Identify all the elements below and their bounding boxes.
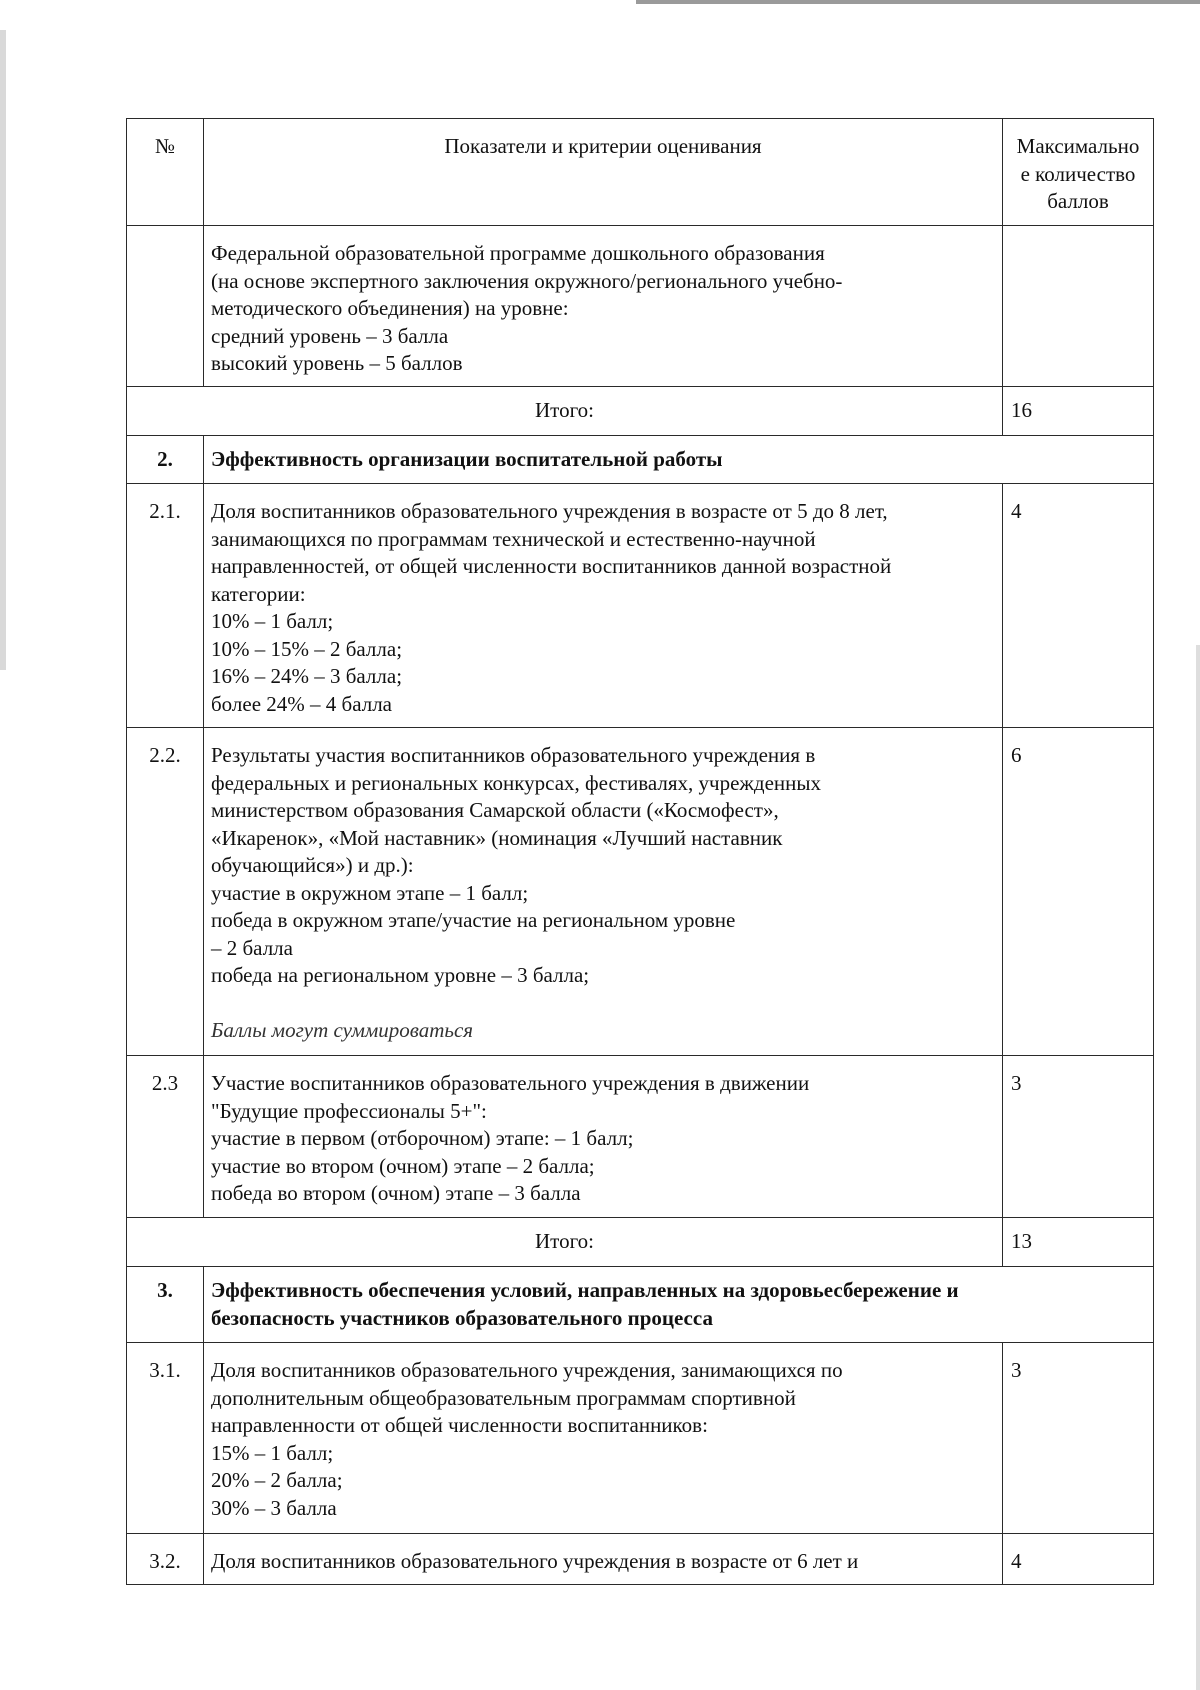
criteria-line: Доля воспитанников образовательного учреждения в возрасте от 5 до 8 лет, <box>211 499 888 523</box>
header-max-line: Максимально <box>1016 134 1140 158</box>
row-criteria <box>204 1056 1003 1218</box>
table-row-section <box>127 1267 1154 1343</box>
criteria-line: участие в окружном этапе – 1 балл; <box>211 880 529 905</box>
row-max-points: 4 <box>1003 1534 1154 1585</box>
total-value: 13 <box>1003 1218 1154 1267</box>
scan-edge-top <box>636 0 1200 4</box>
header-max-line: баллов <box>1047 189 1109 213</box>
criteria-line: (на основе экспертного заключения окружного/регионального учебно- <box>211 268 843 293</box>
criteria-line: занимающихся по программам технической и естественно-научной <box>211 526 816 551</box>
table-row-section <box>127 435 1154 484</box>
criteria-line: обучающийся») и др.): <box>211 853 414 877</box>
header-num: № <box>127 119 204 226</box>
row-num-empty <box>127 226 204 387</box>
criteria-note: Баллы могут суммироваться <box>211 1017 474 1042</box>
criteria-line: федеральных и региональных конкурсах, фестивалях, учрежденных <box>211 770 822 795</box>
table-row-total <box>127 386 1154 435</box>
criteria-line: средний уровень – 3 балла <box>211 323 449 348</box>
section-num: 2. <box>127 435 204 484</box>
criteria-line: 10% – 1 балл; <box>211 609 334 633</box>
header-criteria: Показатели и критерии оценивания <box>204 119 1003 226</box>
row-max-points: 3 <box>1003 1056 1154 1218</box>
criteria-line: 16% – 24% – 3 балла; <box>211 664 403 688</box>
row-criteria <box>204 1534 1003 1585</box>
criteria-line: Результаты участия воспитанников образовательного учреждения в <box>211 743 816 767</box>
criteria-line: 30% – 3 балла <box>211 1495 337 1520</box>
scan-edge-left <box>0 30 6 670</box>
criteria-line: – 2 балла <box>211 935 293 960</box>
header-max-points <box>1003 119 1154 226</box>
criteria-line: победа на региональном уровне – 3 балла; <box>211 963 590 987</box>
criteria-line: высокий уровень – 5 баллов <box>211 351 463 375</box>
section-title: Эффективность организации воспитательной работы <box>204 435 1154 484</box>
table-row-continuation <box>127 226 1154 387</box>
criteria-line: Федеральной образовательной программе дошкольного образования <box>211 241 825 265</box>
row-criteria <box>204 728 1003 1056</box>
row-num: 3.1. <box>127 1343 204 1534</box>
criteria-line: направленностей, от общей численности воспитанников данной возрастной <box>211 554 892 578</box>
row-num: 3.2. <box>127 1534 204 1585</box>
section-title-line: безопасность участников образовательного процесса <box>211 1305 713 1330</box>
criteria-line: дополнительным общеобразовательным программам спортивной <box>211 1385 796 1410</box>
section-title-line: Эффективность обеспечения условий, направленных на здоровьесбережение и <box>211 1278 959 1302</box>
criteria-line: "Будущие профессионалы 5+": <box>211 1098 487 1123</box>
total-value: 16 <box>1003 386 1154 435</box>
criteria-line: категории: <box>211 581 306 606</box>
criteria-line: Доля воспитанников образовательного учреждения в возрасте от 6 лет и <box>211 1549 859 1573</box>
scan-edge-right <box>1196 645 1200 1690</box>
criteria-line: министерством образования Самарской области («Космофест», <box>211 798 779 822</box>
criteria-line: 15% – 1 балл; <box>211 1440 334 1465</box>
row-num: 2.3 <box>127 1056 204 1218</box>
section-num: 3. <box>127 1267 204 1343</box>
table-row <box>127 484 1154 728</box>
table-row <box>127 1056 1154 1218</box>
table-row <box>127 1343 1154 1534</box>
criteria-line: участие во втором (очном) этапе – 2 балла; <box>211 1153 595 1178</box>
criteria-line: 20% – 2 балла; <box>211 1468 343 1492</box>
row-max-points: 3 <box>1003 1343 1154 1534</box>
table-row <box>127 728 1154 1056</box>
criteria-line: 10% – 15% – 2 балла; <box>211 636 403 661</box>
section-title <box>204 1267 1154 1343</box>
line-gap <box>211 990 996 1017</box>
row-num: 2.2. <box>127 728 204 1056</box>
row-num: 2.1. <box>127 484 204 728</box>
table-row-total <box>127 1218 1154 1267</box>
criteria-line: Доля воспитанников образовательного учреждения, занимающихся по <box>211 1358 843 1382</box>
criteria-line: «Икаренок», «Мой наставник» (номинация «Лучший наставник <box>211 825 783 850</box>
total-label: Итого: <box>127 386 1003 435</box>
row-max-points: 6 <box>1003 728 1154 1056</box>
table-header-row <box>127 119 1154 226</box>
row-criteria <box>204 226 1003 387</box>
row-criteria <box>204 1343 1003 1534</box>
row-criteria <box>204 484 1003 728</box>
total-label: Итого: <box>127 1218 1003 1267</box>
header-max-line: е количество <box>1020 161 1136 186</box>
criteria-line: участие в первом (отборочном) этапе: – 1 балл; <box>211 1126 634 1150</box>
criteria-line: направленности от общей численности воспитанников: <box>211 1413 708 1437</box>
criteria-line: Участие воспитанников образовательного учреждения в движении <box>211 1071 810 1095</box>
table-row <box>127 1534 1154 1585</box>
row-max-empty <box>1003 226 1154 387</box>
criteria-line: победа во втором (очном) этапе – 3 балла <box>211 1181 581 1205</box>
criteria-line: более 24% – 4 балла <box>211 691 392 716</box>
row-max-points: 4 <box>1003 484 1154 728</box>
criteria-table <box>126 118 1154 1585</box>
criteria-line: победа в окружном этапе/участие на региональном уровне <box>211 908 736 932</box>
criteria-line: методического объединения) на уровне: <box>211 296 569 320</box>
